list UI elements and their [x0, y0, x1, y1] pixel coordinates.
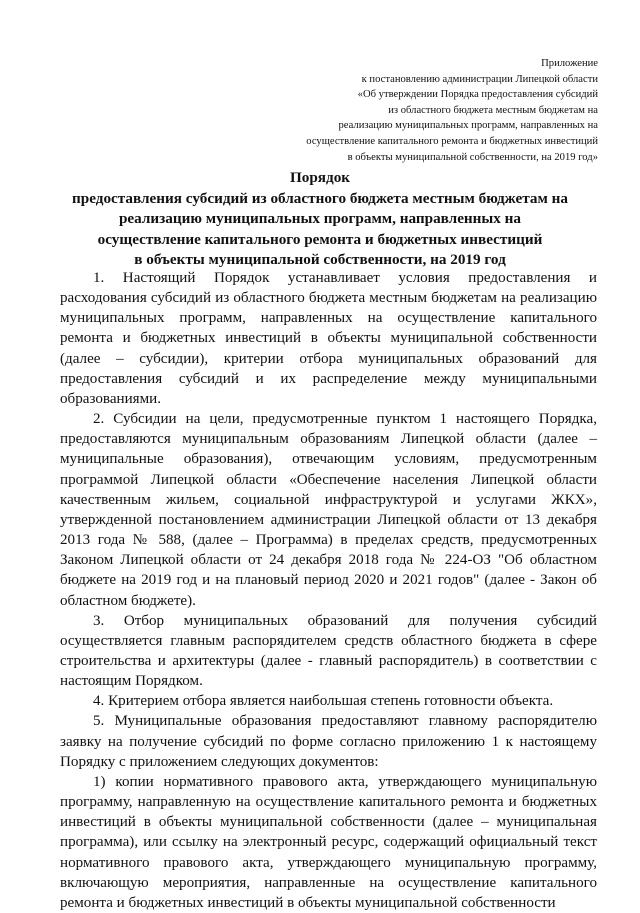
document-body — [60, 268, 597, 913]
title-line: предоставления субсидий из областного бюджета местным бюджетам на — [72, 189, 568, 207]
paragraph-3: 3. Отбор муниципальных образований для получения субсидий осуществляется главным распорядителем средств областного бюджета в сфере строительства и архитектуры (далее - главный распорядитель) в соответствии с настоящим Порядком. — [60, 612, 597, 690]
title-line: реализацию муниципальных программ, направленных на — [118, 210, 522, 228]
paragraph-5: 5. Муниципальные образования предоставляют главному распорядителю заявку на получение субсидий по форме согласно приложению 1 к настоящему Порядку с приложением следующих документов: — [60, 713, 597, 770]
document-title — [60, 168, 580, 271]
title-line: в объекты муниципальной собственности, на 2019 год — [134, 251, 506, 269]
appendix-line: реализацию муниципальных программ, направленных на — [338, 120, 598, 132]
appendix-header — [240, 56, 598, 165]
paragraph-5-item-1: 1) копии нормативного правового акта, утверждающего муниципальную программу, направленную на осуществление капитального ремонта и бюджетных инвестиций в объекты муниципальной собственности (далее – муниципальная программа), или ссылку на электронный ресурс, содержащий официальный текст нормативного правового акта, утверждающего муниципальную программу, включающую мероприятия, направленные на осуществление капитального ремонта и бюджетных инвестиций в объекты муниципальной собственности — [60, 773, 597, 911]
title-line: осуществление капитального ремонта и бюджетных инвестиций — [97, 230, 543, 248]
appendix-line: Приложение — [541, 58, 598, 69]
appendix-line: из областного бюджета местным бюджетам на — [388, 104, 598, 116]
title-line: Порядок — [289, 169, 351, 186]
appendix-line: осуществление капитального ремонта и бюджетных инвестиций — [306, 135, 598, 147]
appendix-line: в объекты муниципальной собственности, на 2019 год» — [347, 151, 598, 163]
appendix-line: к постановлению администрации Липецкой области — [361, 73, 598, 85]
paragraph-4: 4. Критерием отбора является наибольшая степень готовности объекта. — [93, 693, 554, 710]
appendix-line: «Об утверждении Порядка предоставления субсидий — [357, 89, 598, 101]
paragraph-2: 2. Субсидии на цели, предусмотренные пунктом 1 настоящего Порядка, предоставляются муниципальным образованиям Липецкой области (далее – муниципальные образования), отвечающим условиям, предусмотренным программой Липецкой области «Обеспечение населения Липецкой области качественным жильем, социальной инфраструктурой и услугами ЖКХ», утвержденной постановлением администрации Липецкой области от 13 декабря 2013 года № 588, (далее – Программа) в пределах средств, предусмотренных Законом Липецкой области от 24 декабря 2018 года № 224-ОЗ "Об областном бюджете на 2019 год и на плановый период 2020 и 2021 годов" (далее - Закон об областном бюджете). — [60, 411, 597, 609]
paragraph-1: 1. Настоящий Порядок устанавливает условия предоставления и расходования субсидий из областного бюджета местным бюджетам на реализацию муниципальных программ, направленных на осуществление капитального ремонта и бюджетных инвестиций в объекты муниципальной собственности (далее – субсидии), критерии отбора муниципальных образований для предоставления субсидий и их распределение между муниципальными образованиями. — [60, 270, 597, 407]
